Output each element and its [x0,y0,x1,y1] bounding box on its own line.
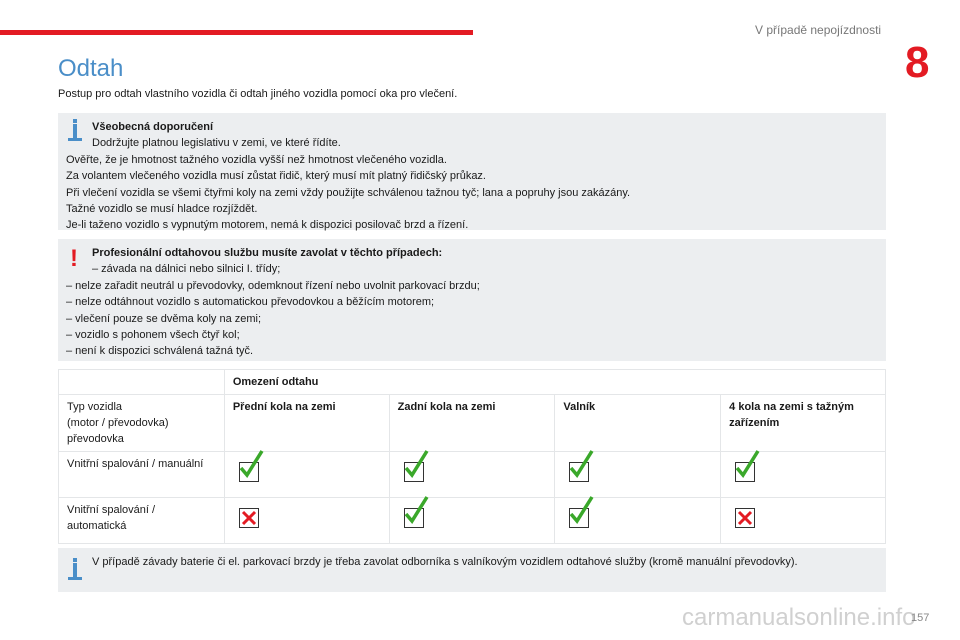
column-header: Zadní kola na zemi [389,395,555,452]
info-line: Za volantem vlečeného vozidla musí zůstat řidič, který musí mít platný řidičský průkaz. [66,170,486,183]
column-header: Přední kola na zemi [224,395,389,452]
column-header: 4 kola na zemi s tažným zařízením [721,395,886,452]
header-accent-bar [0,30,473,35]
checkmark-icon [569,462,589,482]
table-row [59,452,886,498]
row-header-cell [59,395,225,452]
towing-limits-table [58,369,886,544]
info-line: Tažné vozidlo se musí hladce rozjíždět. [66,203,258,216]
warning-line: – závada na dálnici nebo silnici I. třídy; [92,263,281,276]
info-box [58,113,886,230]
warning-line: – není k dispozici schválená tažná tyč. [66,345,254,358]
info-box-battery [58,548,886,592]
checkmark-icon [404,508,424,528]
info-line: Při vlečení vozidla se všemi čtyřmi koly na zemi vždy použijte schválenou tažnou tyč; lana a popruhy jsou zakázány. [66,186,631,199]
row-header-sub: převodovka [67,433,124,445]
warning-icon: ! [70,245,78,272]
row-label: Vnitřní spalování / manuální [59,452,225,498]
table-corner-cell [59,370,225,395]
row-label: Vnitřní spalování / automatická [59,498,225,544]
page-title: Odtah [58,55,124,82]
table-group-header: Omezení odtahu [224,370,885,395]
checkmark-icon [569,508,589,528]
chapter-number: 8 [905,38,930,87]
page-number: 157 [911,612,930,624]
info-text: V případě závady baterie či el. parkovací brzdy je třeba zavolat odborníka s valníkovým vozidlem odtahové služby (kromě manuální převodovky). [92,556,798,568]
warning-line: – vlečení pouze se dvěma koly na zemi; [66,312,262,325]
column-header: Valník [555,395,721,452]
warning-line: – nelze odtáhnout vozidlo s automatickou převodovkou a běžícím motorem; [66,296,435,309]
warning-line: – vozidlo s pohonem všech čtyř kol; [66,329,240,342]
info-title: Všeobecná doporučení [92,121,214,133]
info-icon [68,119,82,141]
cross-icon [239,508,259,528]
checkmark-icon [735,462,755,482]
warning-title: Profesionální odtahovou službu musíte zavolat v těchto případech: [92,247,443,259]
checkmark-icon [239,462,259,482]
row-header-sub: (motor / převodovka) [67,417,169,429]
warning-line: – nelze zařadit neutrál u převodovky, odemknout řízení nebo uvolnit parkovací brzdu; [66,279,480,292]
info-line: Je-li taženo vozidlo s vypnutým motorem, nemá k dispozici posilovač brzd a řízení. [66,219,469,232]
section-title: V případě nepojízdnosti [755,23,882,37]
intro-text: Postup pro odtah vlastního vozidla či odtah jiného vozidla pomocí oka pro vlečení. [58,88,458,100]
info-line: Dodržujte platnou legislativu v zemi, ve které řídíte. [92,137,341,150]
checkmark-icon [404,462,424,482]
info-line: Ověřte, že je hmotnost tažného vozidla vyšší než hmotnost vlečeného vozidla. [66,153,447,166]
warning-box [58,239,886,361]
watermark: carmanualsonline.info [682,604,916,631]
row-header-title: Typ vozidla [67,401,123,413]
table-row [59,498,886,544]
cross-icon [735,508,755,528]
info-icon [68,558,82,580]
